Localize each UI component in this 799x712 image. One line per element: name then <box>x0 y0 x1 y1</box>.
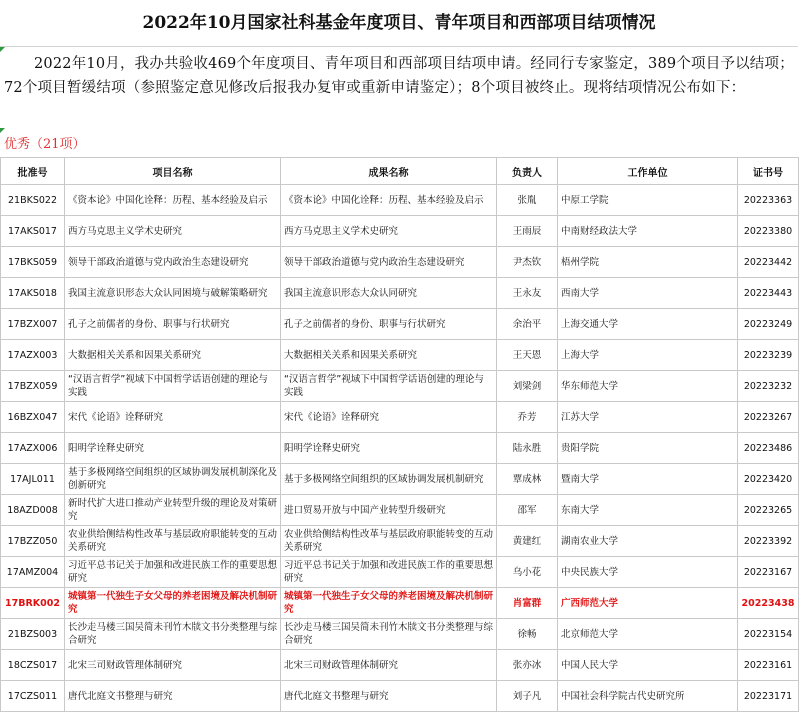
cell-unit[interactable]: 广西师范大学 <box>558 588 738 619</box>
table-row <box>1 526 799 557</box>
cell-lead[interactable]: 王雨辰 <box>497 216 558 247</box>
cell-lead[interactable]: 邵军 <box>497 495 558 526</box>
cell-unit[interactable]: 暨南大学 <box>558 464 738 495</box>
cell-lead[interactable]: 张亦冰 <box>497 650 558 681</box>
header-unit: 工作单位 <box>558 158 738 185</box>
cell-cert-no[interactable]: 20223171 <box>738 681 799 712</box>
cell-unit[interactable]: 上海大学 <box>558 340 738 371</box>
cell-project-name[interactable]: 《资本论》中国化诠释：历程、基本经验及启示 <box>65 185 281 216</box>
cell-cert-no[interactable]: 20223161 <box>738 650 799 681</box>
cell-result-name[interactable]: 大数据相关关系和因果关系研究 <box>281 340 497 371</box>
cell-project-name[interactable]: 领导干部政治道德与党内政治生态建设研究 <box>65 247 281 278</box>
cell-unit[interactable]: 西南大学 <box>558 278 738 309</box>
cell-unit[interactable]: 中国人民大学 <box>558 650 738 681</box>
cell-approval-no[interactable]: 17AJL011 <box>1 464 65 495</box>
cell-cert-no[interactable]: 20223363 <box>738 185 799 216</box>
cell-result-name[interactable]: 我国主流意识形态大众认同研究 <box>281 278 497 309</box>
cell-approval-no[interactable]: 17AMZ004 <box>1 557 65 588</box>
cell-cert-no[interactable]: 20223232 <box>738 371 799 402</box>
cell-project-name[interactable]: 新时代扩大进口推动产业转型升级的理论及对策研究 <box>65 495 281 526</box>
cell-cert-no[interactable]: 20223420 <box>738 464 799 495</box>
cell-result-name[interactable]: 孔子之前儒者的身份、职事与行状研究 <box>281 309 497 340</box>
cell-unit[interactable]: 华东师范大学 <box>558 371 738 402</box>
cell-lead[interactable]: 覃成林 <box>497 464 558 495</box>
cell-approval-no[interactable]: 17AZX006 <box>1 433 65 464</box>
cell-lead[interactable]: 王永友 <box>497 278 558 309</box>
header-project-name: 项目名称 <box>65 158 281 185</box>
cell-result-name[interactable]: 北宋三司财政管理体制研究 <box>281 650 497 681</box>
header-cert-no: 证书号 <box>738 158 799 185</box>
cell-approval-no[interactable]: 18CZS017 <box>1 650 65 681</box>
cell-project-name[interactable]: 宋代《论语》诠释研究 <box>65 402 281 433</box>
cell-project-name[interactable]: 习近平总书记关于加强和改进民族工作的重要思想研究 <box>65 557 281 588</box>
cell-lead[interactable]: 陆永胜 <box>497 433 558 464</box>
cell-cert-no[interactable]: 20223267 <box>738 402 799 433</box>
cell-result-name[interactable]: 长沙走马楼三国吴简未刊竹木牍文书分类整理与综合研究 <box>281 619 497 650</box>
cell-approval-no[interactable]: 17BZZ050 <box>1 526 65 557</box>
cell-cert-no[interactable]: 20223265 <box>738 495 799 526</box>
cell-cert-no[interactable]: 20223392 <box>738 526 799 557</box>
cell-result-name[interactable]: 城镇第一代独生子女父母的养老困境及解决机制研究 <box>281 588 497 619</box>
table-row <box>1 433 799 464</box>
cell-project-name[interactable]: 城镇第一代独生子女父母的养老困境及解决机制研究 <box>65 588 281 619</box>
cell-project-name[interactable]: “汉语言哲学”视域下中国哲学话语创建的理论与实践 <box>65 371 281 402</box>
cell-cert-no[interactable]: 20223239 <box>738 340 799 371</box>
cell-lead[interactable]: 余治平 <box>497 309 558 340</box>
table-row <box>1 681 799 712</box>
cell-result-name[interactable]: 农业供给侧结构性改革与基层政府职能转变的互动关系研究 <box>281 526 497 557</box>
cell-unit[interactable]: 中央民族大学 <box>558 557 738 588</box>
table-row <box>1 309 799 340</box>
cell-result-name[interactable]: 阳明学诠释史研究 <box>281 433 497 464</box>
section-label: 优秀（21项） <box>4 137 86 152</box>
cell-lead[interactable]: 张胤 <box>497 185 558 216</box>
cell-approval-no[interactable]: 16BZX047 <box>1 402 65 433</box>
cell-lead[interactable]: 徐畅 <box>497 619 558 650</box>
cell-unit[interactable]: 江苏大学 <box>558 402 738 433</box>
cell-cert-no[interactable]: 20223154 <box>738 619 799 650</box>
cell-lead[interactable]: 肖富群 <box>497 588 558 619</box>
table-row <box>1 464 799 495</box>
cell-unit[interactable]: 中国社会科学院古代史研究所 <box>558 681 738 712</box>
table-row <box>1 619 799 650</box>
table-row <box>1 247 799 278</box>
cell-result-name[interactable]: 基于多极网络空间组织的区域协调发展机制研究 <box>281 464 497 495</box>
cell-project-name[interactable]: 唐代北庭文书整理与研究 <box>65 681 281 712</box>
cell-result-name[interactable]: 《资本论》中国化诠释：历程、基本经验及启示 <box>281 185 497 216</box>
table-row <box>1 340 799 371</box>
table-row <box>1 650 799 681</box>
table-row <box>1 402 799 433</box>
cell-approval-no[interactable]: 17BKS059 <box>1 247 65 278</box>
cell-result-name[interactable]: 宋代《论语》诠释研究 <box>281 402 497 433</box>
cell-cert-no[interactable]: 20223438 <box>738 588 799 619</box>
table-row <box>1 371 799 402</box>
results-table <box>0 157 799 712</box>
cell-unit[interactable]: 贵阳学院 <box>558 433 738 464</box>
cell-result-name[interactable]: “汉语言哲学”视域下中国哲学话语创建的理论与实践 <box>281 371 497 402</box>
cell-project-name[interactable]: 长沙走马楼三国吴简未刊竹木牍文书分类整理与综合研究 <box>65 619 281 650</box>
cell-approval-no[interactable]: 17CZS011 <box>1 681 65 712</box>
table-row <box>1 588 799 619</box>
cell-unit[interactable]: 梧州学院 <box>558 247 738 278</box>
cell-lead[interactable]: 刘子凡 <box>497 681 558 712</box>
cell-cert-no[interactable]: 20223249 <box>738 309 799 340</box>
page-title: 2022年10月国家社科基金年度项目、青年项目和西部项目结项情况 <box>0 0 798 47</box>
cell-lead[interactable]: 乌小花 <box>497 557 558 588</box>
table-row <box>1 216 799 247</box>
cell-project-name[interactable]: 西方马克思主义学术史研究 <box>65 216 281 247</box>
cell-result-name[interactable]: 习近平总书记关于加强和改进民族工作的重要思想研究 <box>281 557 497 588</box>
cell-approval-no[interactable]: 17AZX003 <box>1 340 65 371</box>
cell-cert-no[interactable]: 20223442 <box>738 247 799 278</box>
cell-project-name[interactable]: 大数据相关关系和因果关系研究 <box>65 340 281 371</box>
cell-approval-no[interactable]: 18AZD008 <box>1 495 65 526</box>
cell-cert-no[interactable]: 20223380 <box>738 216 799 247</box>
table-row <box>1 185 799 216</box>
cell-unit[interactable]: 东南大学 <box>558 495 738 526</box>
intro-paragraph: 2022年10月，我办共验收469个年度项目、青年项目和西部项目结项申请。经同行专家鉴定，389个项目予以结项；72个项目暂缓结项（参照鉴定意见修改后报我办复审或重新申请鉴定）；8个项目被终止。现将结项情况公布如下： <box>4 56 794 96</box>
cell-project-name[interactable]: 北宋三司财政管理体制研究 <box>65 650 281 681</box>
cell-project-name[interactable]: 我国主流意识形态大众认同困境与破解策略研究 <box>65 278 281 309</box>
table-row <box>1 557 799 588</box>
cell-approval-no[interactable]: 21BZS003 <box>1 619 65 650</box>
cell-lead[interactable]: 王天恩 <box>497 340 558 371</box>
cell-lead[interactable]: 尹杰钦 <box>497 247 558 278</box>
table-row <box>1 278 799 309</box>
cell-project-name[interactable]: 孔子之前儒者的身份、职事与行状研究 <box>65 309 281 340</box>
header-result-name: 成果名称 <box>281 158 497 185</box>
cell-result-name[interactable]: 领导干部政治道德与党内政治生态建设研究 <box>281 247 497 278</box>
cell-approval-no[interactable]: 17AKS018 <box>1 278 65 309</box>
header-lead: 负责人 <box>497 158 558 185</box>
cell-cert-no[interactable]: 20223167 <box>738 557 799 588</box>
header-approval-no: 批准号 <box>1 158 65 185</box>
cell-result-name[interactable]: 唐代北庭文书整理与研究 <box>281 681 497 712</box>
cell-cert-no[interactable]: 20223443 <box>738 278 799 309</box>
cell-unit[interactable]: 湖南农业大学 <box>558 526 738 557</box>
cell-lead[interactable]: 黄建红 <box>497 526 558 557</box>
cell-result-name[interactable]: 西方马克思主义学术史研究 <box>281 216 497 247</box>
cell-unit[interactable]: 上海交通大学 <box>558 309 738 340</box>
cell-project-name[interactable]: 农业供给侧结构性改革与基层政府职能转变的互动关系研究 <box>65 526 281 557</box>
cell-approval-no[interactable]: 21BKS022 <box>1 185 65 216</box>
cell-lead[interactable]: 乔芳 <box>497 402 558 433</box>
cell-cert-no[interactable]: 20223486 <box>738 433 799 464</box>
cell-lead[interactable]: 刘梁剑 <box>497 371 558 402</box>
cell-result-name[interactable]: 进口贸易开放与中国产业转型升级研究 <box>281 495 497 526</box>
cell-approval-no[interactable]: 17BZX007 <box>1 309 65 340</box>
cell-approval-no[interactable]: 17AKS017 <box>1 216 65 247</box>
cell-project-name[interactable]: 阳明学诠释史研究 <box>65 433 281 464</box>
cell-approval-no[interactable]: 17BRK002 <box>1 588 65 619</box>
cell-unit[interactable]: 中原工学院 <box>558 185 738 216</box>
cell-project-name[interactable]: 基于多极网络空间组织的区域协调发展机制深化及创新研究 <box>65 464 281 495</box>
cell-approval-no[interactable]: 17BZX059 <box>1 371 65 402</box>
table-row <box>1 495 799 526</box>
cell-unit[interactable]: 北京师范大学 <box>558 619 738 650</box>
cell-unit[interactable]: 中南财经政法大学 <box>558 216 738 247</box>
table-header-row <box>1 158 799 185</box>
